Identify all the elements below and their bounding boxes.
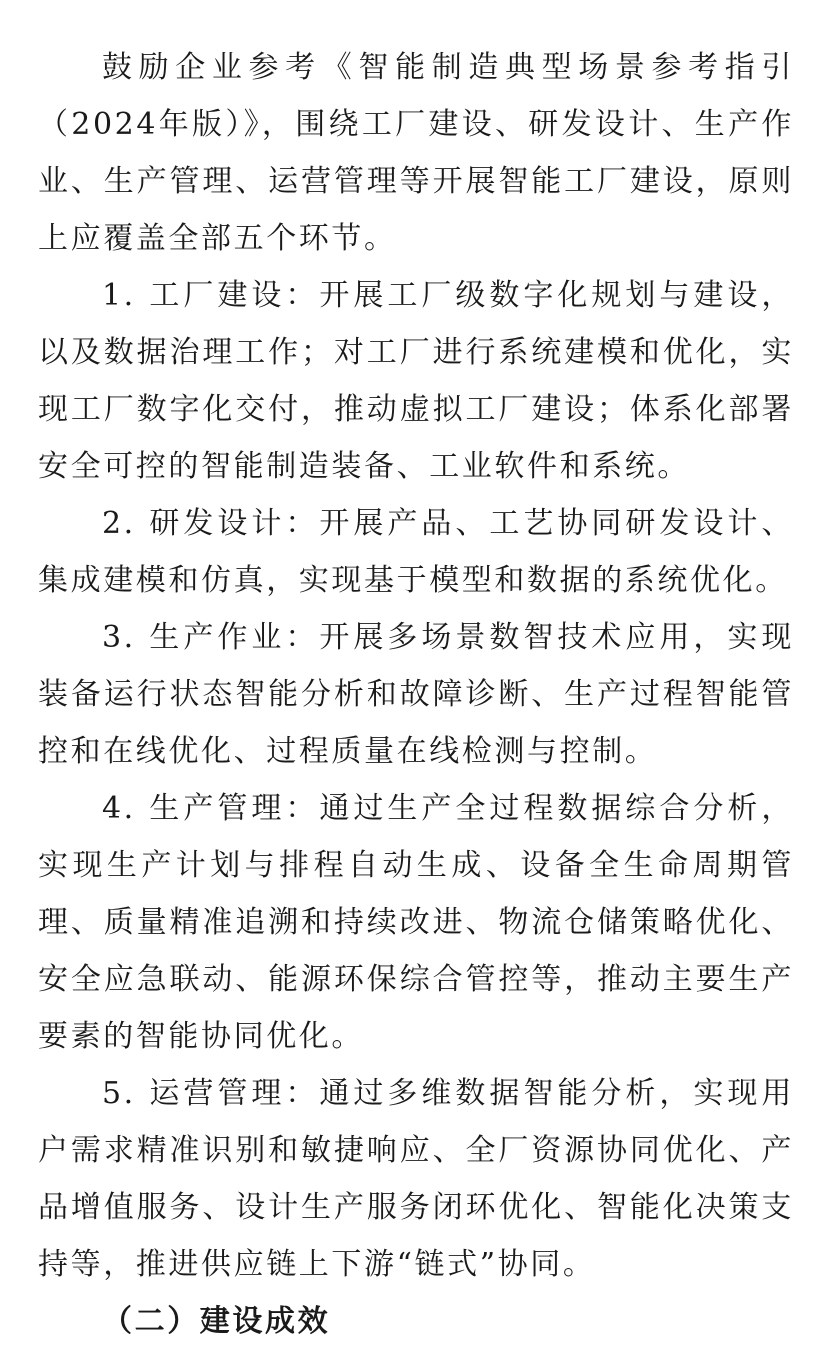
paragraph-production-management: 4. 生产管理：通过生产全过程数据综合分析，实现生产计划与排程自动生成、设备全生命周期管理、质量精准追溯和持续改进、物流仓储策略优化、安全应急联动、能源环保综合管控等，推动主要生产要素的智能协同优化。 [38,791,794,1054]
intro-paragraph: 鼓励企业参考《智能制造典型场景参考指引（2024年版）》，围绕工厂建设、研发设计、生产作业、生产管理、运营管理等开展智能工厂建设，原则上应覆盖全部五个环节。 [38,50,794,256]
paragraph-production-operation: 3. 生产作业：开展多场景数智技术应用，实现装备运行状态智能分析和故障诊断、生产过程智能管控和在线优化、过程质量在线检测与控制。 [38,620,794,769]
section-heading: （二）建设成效 [102,1304,331,1339]
document-body [38,39,794,1350]
paragraph-rd-design: 2. 研发设计：开展产品、工艺协同研发设计、集成建模和仿真，实现基于模型和数据的系统优化。 [38,506,794,598]
paragraph-factory-construction: 1. 工厂建设：开展工厂级数字化规划与建设，以及数据治理工作；对工厂进行系统建模和优化，实现工厂数字化交付，推动虚拟工厂建设；体系化部署安全可控的智能制造装备、工业软件和系统。 [38,278,794,484]
paragraph-operation-management: 5. 运营管理：通过多维数据智能分析，实现用户需求精准识别和敏捷响应、全厂资源协同优化、产品增值服务、设计生产服务闭环优化、智能化决策支持等，推进供应链上下游“链式”协同。 [38,1076,794,1282]
